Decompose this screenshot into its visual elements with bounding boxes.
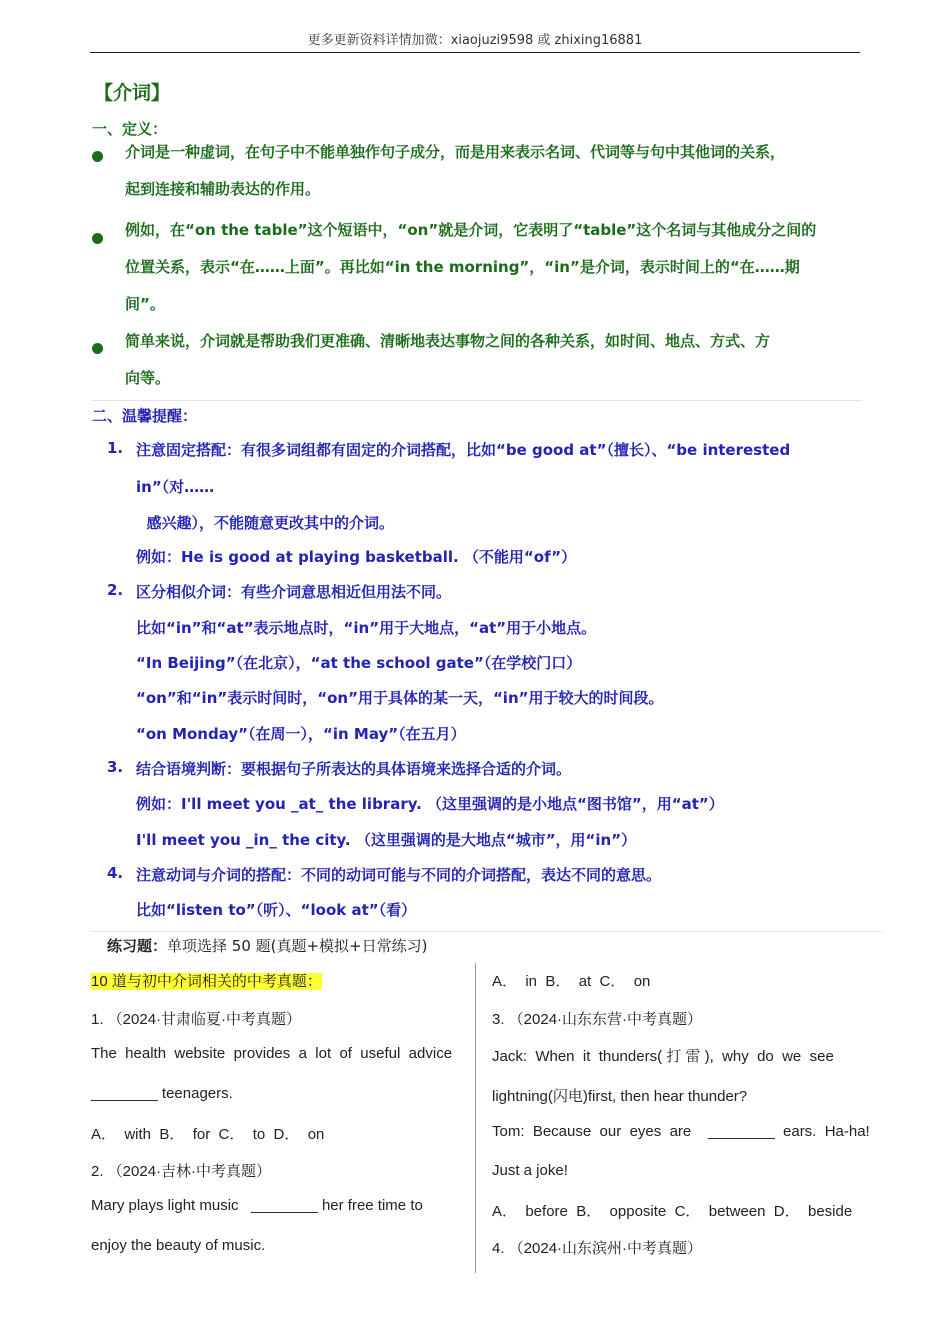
practice-text: 单项选择 50 题(真题+模拟+日常练习) <box>167 937 428 955</box>
bullet-line: 简单来说，介词就是帮助我们更准确、清晰地表达事物之间的各种关系，如时间、地点、方式、方 <box>125 332 771 350</box>
highlight-heading <box>91 970 322 991</box>
bullet-line: 向等。 <box>125 369 171 387</box>
highlight-text: 10 道与初中介词相关的中考真题： <box>91 973 322 990</box>
question-text: lightning(闪电)first, then hear thunder? <box>492 1088 748 1105</box>
question-options: A． in B． at C． on <box>492 973 651 990</box>
tip-line: 注意动词与介词的搭配：不同的动词可能与不同的介词搭配，表达不同的意思。 <box>136 866 662 884</box>
tip-line: I'll meet you _in_ the city. （这里强调的是大地点“城市”，用“in”） <box>136 831 637 849</box>
tip-line: “on Monday”（在周一），“in May”（在五月） <box>136 725 466 743</box>
question-source: 4. （2024·山东滨州·中考真题） <box>492 1240 703 1257</box>
definition-heading: 一、定义： <box>92 120 168 138</box>
question-source: 3. （2024·山东东营·中考真题） <box>492 1011 703 1028</box>
bullet-dot-icon <box>92 343 103 354</box>
question-text: Mary plays light music ________ her free time to <box>91 1197 423 1214</box>
tip-line: 例如：He is good at playing basketball. （不能用“of”） <box>136 548 577 566</box>
bullet-dot-icon <box>92 233 103 244</box>
tip-number: 4. <box>107 864 124 882</box>
tip-number: 2. <box>107 581 124 599</box>
tip-number: 3. <box>107 758 124 776</box>
question-text: The health website provides a lot of useful advice <box>91 1045 453 1062</box>
question-text: Jack: When it thunders( 打 雷 ), why do we see <box>492 1048 834 1065</box>
bullet-line: 位置关系，表示“在……上面”。再比如“in the morning”，“in”是介词，表示时间上的“在……期 <box>125 258 800 276</box>
bullet-line: 起到连接和辅助表达的作用。 <box>125 180 321 198</box>
bullet-line: 间”。 <box>125 295 165 313</box>
tip-line: in”（对…… <box>136 478 215 496</box>
question-text: Tom: Because our eyes are ________ ears. Ha-ha! <box>492 1123 870 1140</box>
divider <box>92 400 862 401</box>
question-source: 2. （2024·吉林·中考真题） <box>91 1163 272 1180</box>
question-text: Just a joke! <box>492 1162 568 1179</box>
tip-line: 区分相似介词：有些介词意思相近但用法不同。 <box>136 583 452 601</box>
tip-line: 感兴趣），不能随意更改其中的介词。 <box>136 514 394 532</box>
bullet-line: 例如，在“on the table”这个短语中，“on”就是介词，它表明了“table”这个名词与其他成分之间的 <box>125 221 817 239</box>
question-options: A． before B． opposite C． between D． beside <box>492 1203 853 1220</box>
divider <box>92 931 882 932</box>
tip-line: 注意固定搭配：有很多词组都有固定的介词搭配，比如“be good at”（擅长）、“be interested <box>136 441 791 459</box>
question-text: enjoy the beauty of music. <box>91 1237 266 1254</box>
tip-line: 比如“listen to”（听）、“look at”（看） <box>136 901 417 919</box>
page-header: 更多更新资料详情加微：xiaojuzi9598 或 zhixing16881 <box>90 32 860 53</box>
question-options: A． with B． for C． to D． on <box>91 1126 325 1143</box>
column-divider <box>475 963 476 1273</box>
bullet-dot-icon <box>92 151 103 162</box>
tip-line: 结合语境判断：要根据句子所表达的具体语境来选择合适的介词。 <box>136 760 572 778</box>
tip-number: 1. <box>107 439 124 457</box>
tip-line: “In Beijing”（在北京），“at the school gate”（在学校门口） <box>136 654 582 672</box>
tip-line: “on”和“in”表示时间时，“on”用于具体的某一天，“in”用于较大的时间段。 <box>136 689 664 707</box>
practice-heading <box>107 935 427 956</box>
question-source: 1. （2024·甘肃临夏·中考真题） <box>91 1011 302 1028</box>
tip-line: 比如“in”和“at”表示地点时，“in”用于大地点，“at”用于小地点。 <box>136 619 597 637</box>
section-title: 【介词】 <box>94 82 171 104</box>
question-text: ________ teenagers. <box>91 1085 233 1102</box>
tip-line: 例如：I'll meet you _at_ the library. （这里强调的是小地点“图书馆”，用“at”） <box>136 795 724 813</box>
bullet-line: 介词是一种虚词，在句子中不能单独作句子成分，而是用来表示名词、代词等与句中其他词的关系， <box>125 143 786 161</box>
tips-heading: 二、温馨提醒： <box>92 407 198 425</box>
practice-label: 练习题： <box>107 937 168 955</box>
